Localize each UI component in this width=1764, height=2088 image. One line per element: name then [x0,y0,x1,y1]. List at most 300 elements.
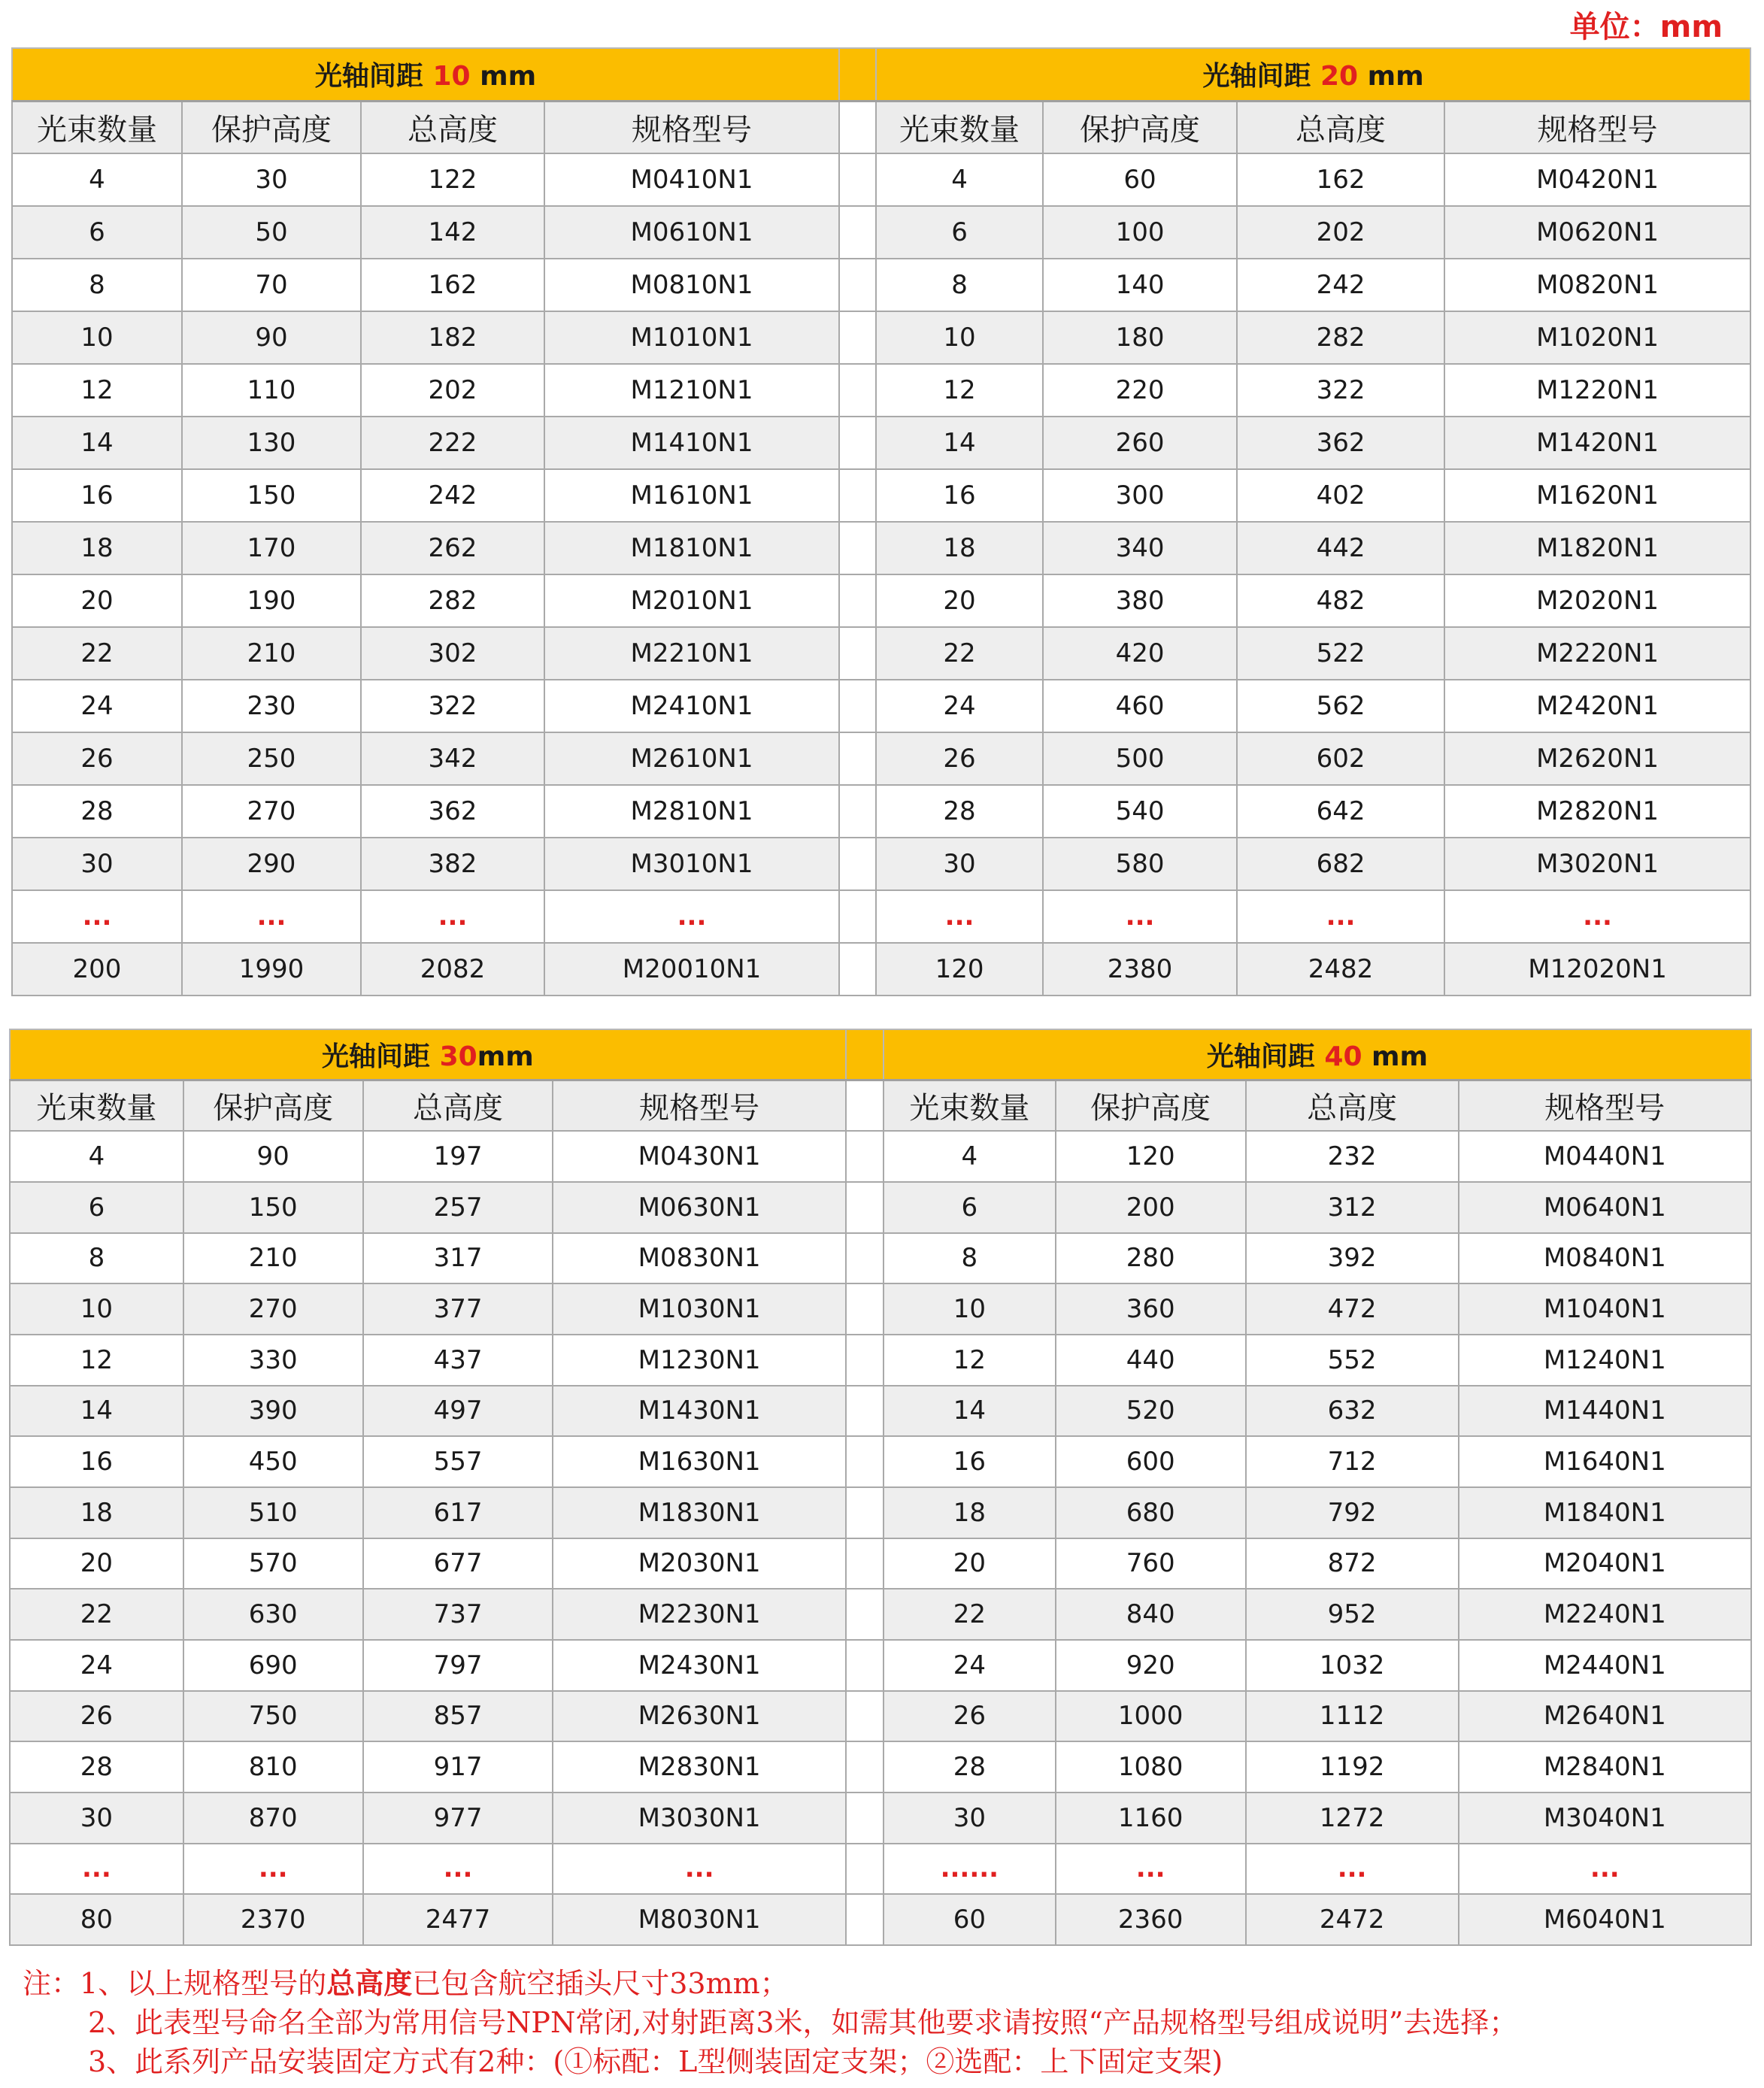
table-cell: 262 [361,522,544,574]
table-cell: 182 [361,311,544,364]
table-cell: M1420N1 [1444,417,1750,469]
table-cell: 442 [1237,522,1444,574]
table-cell: 857 [363,1691,553,1742]
table-gap [846,1131,884,1182]
table-cell: ... [1246,1844,1459,1895]
table-gap [846,1029,884,1080]
table-row [12,732,1750,785]
table-cell: M3040N1 [1459,1793,1751,1844]
table-title-row [12,48,1750,101]
title-prefix: 光轴间距 [314,61,433,92]
column-header: 规格型号 [553,1080,845,1132]
table-cell: 24 [10,1640,183,1691]
table-cell: 580 [1043,838,1237,890]
table-cell: 1112 [1246,1691,1459,1742]
table-cell: 500 [1043,732,1237,785]
table-cell: M2840N1 [1459,1741,1751,1793]
table-cell: 840 [1056,1589,1246,1640]
table-row [12,627,1750,680]
table-cell: 362 [361,785,544,838]
column-header: 总高度 [363,1080,553,1132]
table-cell: 26 [876,732,1043,785]
table-cell: M2830N1 [553,1741,845,1793]
table-cell: 8 [884,1233,1056,1284]
table-cell: 600 [1056,1436,1246,1487]
table-cell: 437 [363,1335,553,1386]
table-row [12,417,1750,469]
table-row [10,1640,1751,1691]
table-cell: M1040N1 [1459,1283,1751,1335]
table-gap [839,785,876,838]
table-cell: M2020N1 [1444,574,1750,627]
table-cell: 2477 [363,1894,553,1945]
table-cell: 8 [10,1233,183,1284]
table-cell: 60 [1043,153,1237,206]
table-cell: 380 [1043,574,1237,627]
table-gap [846,1436,884,1487]
table-cell: 12 [884,1335,1056,1386]
table-cell: 16 [884,1436,1056,1487]
table-cell: ... [12,890,182,943]
table-cell: M3030N1 [553,1793,845,1844]
table-cell: 952 [1246,1589,1459,1640]
table-gap [846,1386,884,1437]
table-row [10,1487,1751,1538]
column-header: 光束数量 [12,101,182,153]
column-header: 总高度 [1246,1080,1459,1132]
table-cell: M1240N1 [1459,1335,1751,1386]
table-cell: M0420N1 [1444,153,1750,206]
table-cell: 280 [1056,1233,1246,1284]
title-prefix: 光轴间距 [1202,61,1320,92]
table-gap [839,890,876,943]
table-cell: 8 [12,259,182,311]
table-cell: 472 [1246,1283,1459,1335]
table-cell: M1840N1 [1459,1487,1751,1538]
table-cell: M2420N1 [1444,680,1750,732]
table-cell: 520 [1056,1386,1246,1437]
table-cell: 440 [1056,1335,1246,1386]
table-cell: 12 [876,364,1043,417]
table-cell: 260 [1043,417,1237,469]
table-cell: 4 [876,153,1043,206]
table-cell: M1830N1 [553,1487,845,1538]
table-gap [846,1589,884,1640]
table-cell: 322 [361,680,544,732]
title-spacing-value: 10 [432,61,471,92]
table-row [10,1436,1751,1487]
table-cell: 522 [1237,627,1444,680]
table-cell: M0430N1 [553,1131,845,1182]
table-cell: 340 [1043,522,1237,574]
table-cell: ... [553,1844,845,1895]
table-cell: 322 [1237,364,1444,417]
note-line-2: 2、此表型号命名全部为常用信号NPN常闭,对射距离3米，如需其他要求请按照“产品规格型号组成说明”去选择； [88,2006,1518,2039]
table-gap [846,1894,884,1945]
table-cell: M1220N1 [1444,364,1750,417]
table-cell: ... [544,890,839,943]
table-row [10,1844,1751,1895]
table-gap [846,1640,884,1691]
table-gap [839,311,876,364]
unit-label: 单位：mm [1569,10,1723,44]
table-cell: 250 [182,732,361,785]
table-cell: 202 [361,364,544,417]
table-cell: 760 [1056,1538,1246,1589]
title-spacing-value: 20 [1320,61,1359,92]
table-row [10,1386,1751,1437]
table-cell: M1010N1 [544,311,839,364]
note-line-1: 注：1、以上规格型号的总高度已包含航空插头尺寸33mm； [23,1967,789,2000]
table-cell: 1080 [1056,1741,1246,1793]
column-header: 保护高度 [182,101,361,153]
table-cell: ... [182,890,361,943]
table-cell: 920 [1056,1640,1246,1691]
table-cell: 10 [10,1283,183,1335]
table-cell: 2472 [1246,1894,1459,1945]
table-row [10,1589,1751,1640]
table-cell: M2620N1 [1444,732,1750,785]
title-spacing-value: 40 [1324,1041,1362,1073]
table-row [12,364,1750,417]
column-header: 保护高度 [183,1080,363,1132]
table-cell: 750 [183,1691,363,1742]
column-header: 规格型号 [1444,101,1750,153]
table-row [10,1233,1751,1284]
note-emphasis: 总高度 [326,1967,413,2000]
table-cell: M8030N1 [553,1894,845,1945]
table-cell: 690 [183,1640,363,1691]
table-cell: M3010N1 [544,838,839,890]
table-row [12,259,1750,311]
table-cell: M2820N1 [1444,785,1750,838]
table-cell: 382 [361,838,544,890]
table-gap [846,1233,884,1284]
table-cell: ...... [884,1844,1056,1895]
table-cell: 12 [10,1335,183,1386]
table-cell: 16 [876,469,1043,522]
table-row [12,206,1750,259]
table-cell: M1410N1 [544,417,839,469]
table-cell: ... [361,890,544,943]
table-cell: 1990 [182,943,361,996]
table-gap [846,1080,884,1132]
table-cell: ... [363,1844,553,1895]
table-cell: M1810N1 [544,522,839,574]
table-gap [846,1844,884,1895]
table-cell: 360 [1056,1283,1246,1335]
table-cell: 712 [1246,1436,1459,1487]
table-cell: 30 [10,1793,183,1844]
table-cell: 80 [10,1894,183,1945]
table-cell: 18 [884,1487,1056,1538]
table-cell: M12020N1 [1444,943,1750,996]
table-cell: 202 [1237,206,1444,259]
table-cell: 1160 [1056,1793,1246,1844]
table-row [12,574,1750,627]
table-cell: 162 [361,259,544,311]
table-cell: M2030N1 [553,1538,845,1589]
table-row [10,1894,1751,1945]
table-cell: 18 [10,1487,183,1538]
table-cell: 20 [10,1538,183,1589]
table-cell: 270 [182,785,361,838]
table-cell: M0620N1 [1444,206,1750,259]
table-cell: 16 [10,1436,183,1487]
table-cell: 28 [884,1741,1056,1793]
table-cell: 14 [12,417,182,469]
table-cell: 282 [361,574,544,627]
table-gap [839,364,876,417]
table-cell: 540 [1043,785,1237,838]
table-gap [846,1538,884,1589]
table-cell: 1272 [1246,1793,1459,1844]
column-header: 光束数量 [876,101,1043,153]
column-header: 保护高度 [1043,101,1237,153]
table-row [12,890,1750,943]
table-cell: M0840N1 [1459,1233,1751,1284]
table-cell: 4 [884,1131,1056,1182]
title-unit: mm [477,1041,534,1073]
table-cell: 2482 [1237,943,1444,996]
table-cell: 257 [363,1182,553,1233]
table-gap [839,522,876,574]
table-cell: M1020N1 [1444,311,1750,364]
table-gap [846,1741,884,1793]
table-cell: M2630N1 [553,1691,845,1742]
table-cell: ... [1444,890,1750,943]
table-cell: 28 [876,785,1043,838]
table-cell: 872 [1246,1538,1459,1589]
table-cell: 90 [182,311,361,364]
table-cell: 28 [10,1741,183,1793]
table-row [10,1741,1751,1793]
table-cell: 60 [884,1894,1056,1945]
table-cell: M0630N1 [553,1182,845,1233]
table-cell: 170 [182,522,361,574]
table-cell: M0410N1 [544,153,839,206]
table-title-row [10,1029,1751,1080]
column-header: 总高度 [361,101,544,153]
table-cell: M1620N1 [1444,469,1750,522]
table-row [12,522,1750,574]
table-cell: 290 [182,838,361,890]
column-header: 光束数量 [10,1080,183,1132]
table-cell: 14 [884,1386,1056,1437]
table-cell: 677 [363,1538,553,1589]
table-cell: M1430N1 [553,1386,845,1437]
table-row [12,153,1750,206]
table-cell: 120 [876,943,1043,996]
table-cell: M2220N1 [1444,627,1750,680]
table-gap [839,943,876,996]
table-cell: 10 [12,311,182,364]
title-unit: mm [470,61,537,92]
table-cell: 200 [1056,1182,1246,1233]
table-cell: 50 [182,206,361,259]
table-gap [839,838,876,890]
table-cell: M2040N1 [1459,1538,1751,1589]
table-cell: 210 [183,1233,363,1284]
table-cell: 197 [363,1131,553,1182]
table-cell: M1030N1 [553,1283,845,1335]
table-cell: 16 [12,469,182,522]
table-cell: M0810N1 [544,259,839,311]
table-cell: M6040N1 [1459,1894,1751,1945]
table-cell: 6 [884,1182,1056,1233]
table-cell: 552 [1246,1335,1459,1386]
table-cell: 222 [361,417,544,469]
table-cell: 122 [361,153,544,206]
table-cell: 2360 [1056,1894,1246,1945]
table-cell: 1032 [1246,1640,1459,1691]
table-cell: 302 [361,627,544,680]
table-gap [839,153,876,206]
table-gap [846,1283,884,1335]
table-cell: M2210N1 [544,627,839,680]
table-gap [846,1182,884,1233]
table-cell: 242 [1237,259,1444,311]
table-gap [839,469,876,522]
table-cell: 8 [876,259,1043,311]
column-header: 光束数量 [884,1080,1056,1132]
table-row [10,1335,1751,1386]
table-gap [846,1793,884,1844]
table-cell: 180 [1043,311,1237,364]
table-cell: 4 [12,153,182,206]
spec-table-30-40mm [9,1029,1752,1946]
table-cell: 810 [183,1741,363,1793]
table-cell: ... [183,1844,363,1895]
table-cell: M0820N1 [1444,259,1750,311]
table-cell: M1610N1 [544,469,839,522]
table-cell: 162 [1237,153,1444,206]
table-cell: 680 [1056,1487,1246,1538]
table-cell: M20010N1 [544,943,839,996]
table-cell: 24 [884,1640,1056,1691]
table-cell: 2370 [183,1894,363,1945]
table-gap [839,627,876,680]
table-row [12,469,1750,522]
table-row [10,1131,1751,1182]
table-cell: M2010N1 [544,574,839,627]
table-cell: 14 [10,1386,183,1437]
notes-block [23,1964,1752,2081]
table-cell: 917 [363,1741,553,1793]
table-cell: M0610N1 [544,206,839,259]
table-cell: 617 [363,1487,553,1538]
table-cell: 28 [12,785,182,838]
table-cell: 450 [183,1436,363,1487]
table-cell: 562 [1237,680,1444,732]
note-label: 注： [23,1967,80,2000]
table-cell: 20 [12,574,182,627]
table-cell: M2610N1 [544,732,839,785]
table-cell: 737 [363,1589,553,1640]
table-cell: ... [1459,1844,1751,1895]
table-cell: 100 [1043,206,1237,259]
table-cell: ... [1056,1844,1246,1895]
table-cell: 482 [1237,574,1444,627]
table-cell: 557 [363,1436,553,1487]
table-cell: 312 [1246,1182,1459,1233]
table-cell: 570 [183,1538,363,1589]
table-gap [839,259,876,311]
table-cell: 242 [361,469,544,522]
table-gap [839,574,876,627]
table-cell: 22 [876,627,1043,680]
table-cell: 977 [363,1793,553,1844]
table-cell: 632 [1246,1386,1459,1437]
table-cell: 362 [1237,417,1444,469]
table-cell: 220 [1043,364,1237,417]
table-cell: M2640N1 [1459,1691,1751,1742]
table-cell: M2230N1 [553,1589,845,1640]
table-cell: 420 [1043,627,1237,680]
title-spacing-value: 30 [439,1041,477,1073]
table-cell: 6 [12,206,182,259]
table-row [10,1283,1751,1335]
table-cell: M0830N1 [553,1233,845,1284]
table-cell: 210 [182,627,361,680]
table-gap [846,1691,884,1742]
table-cell: M3020N1 [1444,838,1750,890]
table-cell: ... [876,890,1043,943]
table-cell: 18 [876,522,1043,574]
title-unit: mm [1362,1041,1429,1073]
table-row [12,785,1750,838]
table-cell: 150 [182,469,361,522]
table-cell: M0440N1 [1459,1131,1751,1182]
table-cell: 232 [1246,1131,1459,1182]
table-cell: 24 [12,680,182,732]
table-row [10,1793,1751,1844]
table-gap [839,732,876,785]
table-cell: 300 [1043,469,1237,522]
table-cell: 682 [1237,838,1444,890]
table-row [10,1538,1751,1589]
table-cell: 282 [1237,311,1444,364]
table-cell: 402 [1237,469,1444,522]
table-cell: 1000 [1056,1691,1246,1742]
table-gap [839,206,876,259]
table-cell: 30 [884,1793,1056,1844]
table-cell: 140 [1043,259,1237,311]
table-cell: M0640N1 [1459,1182,1751,1233]
table-cell: 20 [884,1538,1056,1589]
table-cell: M1210N1 [544,364,839,417]
table-cell: 230 [182,680,361,732]
table-cell: 26 [10,1691,183,1742]
table-cell: 18 [12,522,182,574]
table-gap [846,1487,884,1538]
note-line-3: 3、此系列产品安装固定方式有2种：(①标配：L型侧装固定支架；②选配：上下固定支架) [88,2045,1223,2078]
table-cell: 190 [182,574,361,627]
table-gap [839,680,876,732]
table-row [10,1691,1751,1742]
table-cell: 270 [183,1283,363,1335]
table-cell: 630 [183,1589,363,1640]
table-cell: 22 [12,627,182,680]
table-cell: 342 [361,732,544,785]
table-cell: 200 [12,943,182,996]
table-cell: M1820N1 [1444,522,1750,574]
table-title-right [884,1029,1751,1080]
table-cell: 22 [884,1589,1056,1640]
table-cell: M2430N1 [553,1640,845,1691]
table-cell: M2810N1 [544,785,839,838]
table-cell: ... [1043,890,1237,943]
